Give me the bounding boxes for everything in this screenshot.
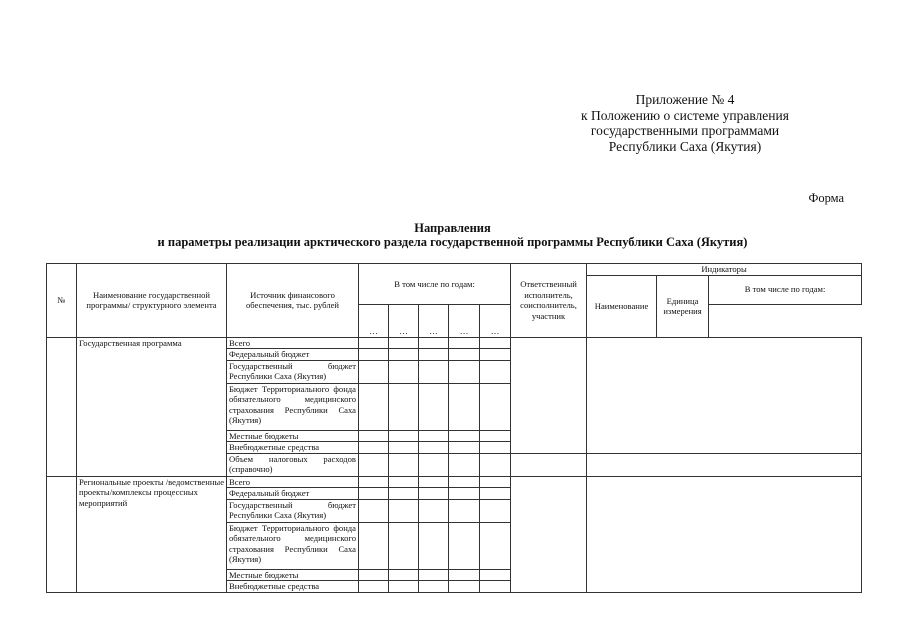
- funding-source-cell: Бюджет Территориального фонда обязательного медицинского страхования Республики Саха (Якутия): [227, 522, 359, 569]
- year-value-cell: [449, 499, 480, 522]
- year-value-cell: [480, 383, 511, 430]
- year-value-cell: [419, 337, 449, 349]
- year-value-cell: [389, 569, 419, 581]
- header-by-years: В том числе по годам:: [359, 264, 511, 305]
- year-value-cell: [359, 569, 389, 581]
- year-value-cell: [359, 499, 389, 522]
- year-value-cell: [480, 569, 511, 581]
- form-label: Форма: [808, 191, 844, 205]
- year-value-cell: [389, 442, 419, 454]
- year-value-cell: [359, 360, 389, 383]
- year-value-cell: [389, 360, 419, 383]
- header-source: Источник финансового обеспечения, тыс. рублей: [227, 264, 359, 338]
- funding-source-cell: Местные бюджеты: [227, 430, 359, 442]
- header-indicator-by-years: В том числе по годам:: [709, 275, 862, 304]
- responsible-cell: [511, 476, 587, 592]
- year-value-cell: [389, 476, 419, 488]
- funding-source-cell: Всего: [227, 337, 359, 349]
- year-value-cell: [480, 499, 511, 522]
- funding-source-cell: Государственный бюджет Республики Саха (Якутия): [227, 499, 359, 522]
- year-value-cell: [449, 360, 480, 383]
- year-value-cell: [419, 499, 449, 522]
- year-value-cell: [480, 349, 511, 361]
- element-name-cell: Региональные проекты /ведомственные проекты/комплексы процессных мероприятий: [77, 476, 227, 592]
- year-value-cell: [419, 360, 449, 383]
- funding-source-cell: Объем налоговых расходов (справочно): [227, 453, 359, 476]
- year-value-cell: [449, 453, 480, 476]
- funding-source-cell: Государственный бюджет Республики Саха (Якутия): [227, 360, 359, 383]
- year-value-cell: [449, 581, 480, 593]
- year-value-cell: [480, 522, 511, 569]
- year-value-cell: [419, 442, 449, 454]
- year-col-4: …: [449, 304, 480, 337]
- funding-source-cell: Внебюджетные средства: [227, 581, 359, 593]
- year-col-3: …: [419, 304, 449, 337]
- funding-source-cell: Внебюджетные средства: [227, 442, 359, 454]
- table-row: [47, 337, 862, 349]
- year-value-cell: [389, 581, 419, 593]
- year-value-cell: [419, 453, 449, 476]
- year-value-cell: [419, 569, 449, 581]
- year-value-cell: [419, 349, 449, 361]
- title-line-1: Направления: [414, 221, 491, 235]
- header-unit: Единица измерения: [657, 275, 709, 337]
- year-value-cell: [359, 442, 389, 454]
- year-value-cell: [389, 349, 419, 361]
- year-col-2: …: [389, 304, 419, 337]
- year-value-cell: [419, 581, 449, 593]
- title-line-2: и параметры реализации арктического раздела государственной программы Республики Саха (Якутия): [157, 235, 748, 249]
- form-table: [46, 263, 862, 593]
- year-value-cell: [389, 383, 419, 430]
- year-value-cell: [449, 522, 480, 569]
- year-value-cell: [480, 430, 511, 442]
- year-value-cell: [389, 337, 419, 349]
- element-name-cell: Государственная программа: [77, 337, 227, 476]
- responsible-cell-tax: [511, 453, 587, 476]
- funding-source-cell: Местные бюджеты: [227, 569, 359, 581]
- year-value-cell: [449, 349, 480, 361]
- year-value-cell: [359, 581, 389, 593]
- appendix-line-2: к Положению о системе управления: [581, 107, 789, 123]
- year-value-cell: [389, 488, 419, 500]
- year-value-cell: [419, 488, 449, 500]
- year-col-5: …: [480, 304, 511, 337]
- funding-source-cell: Федеральный бюджет: [227, 488, 359, 500]
- header-row-1: [47, 264, 862, 276]
- year-col-1: …: [359, 304, 389, 337]
- funding-source-cell: Бюджет Территориального фонда обязательного медицинского страхования Республики Саха (Якутия): [227, 383, 359, 430]
- year-value-cell: [359, 522, 389, 569]
- year-value-cell: [359, 337, 389, 349]
- year-value-cell: [389, 453, 419, 476]
- year-value-cell: [449, 430, 480, 442]
- appendix-line-3: государственными программами: [590, 123, 780, 138]
- year-value-cell: [480, 476, 511, 488]
- year-value-cell: [359, 476, 389, 488]
- year-value-cell: [480, 488, 511, 500]
- row-num-cell: [47, 476, 77, 592]
- year-value-cell: [359, 430, 389, 442]
- row-num-cell: [47, 337, 77, 476]
- year-value-cell: [449, 383, 480, 430]
- year-value-cell: [359, 488, 389, 500]
- year-value-cell: [480, 337, 511, 349]
- year-value-cell: [480, 581, 511, 593]
- indicators-cell-tax: [587, 453, 862, 476]
- header-num: №: [47, 264, 77, 338]
- year-value-cell: [389, 499, 419, 522]
- year-value-cell: [419, 430, 449, 442]
- header-name: Наименование государственной программы/ структурного элемента: [77, 264, 227, 338]
- year-value-cell: [359, 453, 389, 476]
- year-value-cell: [359, 383, 389, 430]
- indicators-cell: [587, 337, 862, 453]
- header-indicators: Индикаторы: [587, 264, 862, 276]
- year-value-cell: [449, 488, 480, 500]
- year-value-cell: [389, 430, 419, 442]
- document-title: [0, 221, 905, 249]
- year-value-cell: [359, 349, 389, 361]
- year-value-cell: [389, 522, 419, 569]
- year-value-cell: [480, 360, 511, 383]
- year-value-cell: [419, 476, 449, 488]
- year-value-cell: [480, 453, 511, 476]
- responsible-cell: [511, 337, 587, 453]
- year-value-cell: [419, 383, 449, 430]
- appendix-line-1: Приложение № 4: [635, 92, 735, 107]
- appendix-line-4: Республики Саха (Якутия): [608, 138, 762, 154]
- year-value-cell: [449, 337, 480, 349]
- indicators-cell: [587, 476, 862, 592]
- header-responsible: Ответственный исполнитель, соисполнитель, участник: [511, 264, 587, 338]
- funding-source-cell: Федеральный бюджет: [227, 349, 359, 361]
- year-value-cell: [449, 476, 480, 488]
- appendix-header: [540, 92, 830, 154]
- header-indicator-name: Наименование: [587, 275, 657, 337]
- funding-source-cell: Всего: [227, 476, 359, 488]
- year-value-cell: [449, 442, 480, 454]
- year-value-cell: [449, 569, 480, 581]
- year-value-cell: [419, 522, 449, 569]
- table-row: [47, 476, 862, 488]
- year-value-cell: [480, 442, 511, 454]
